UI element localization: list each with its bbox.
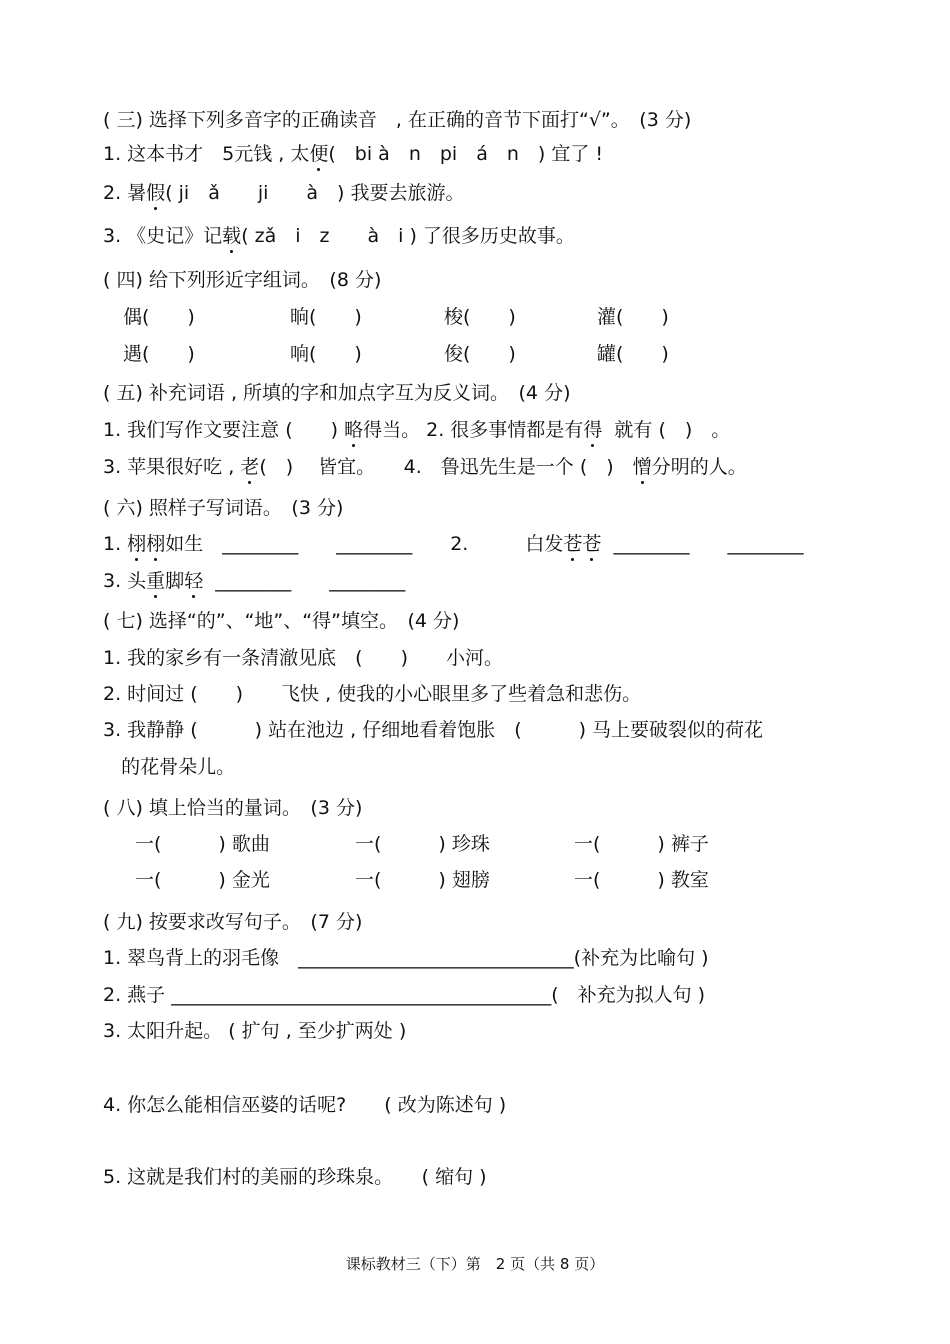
measure-item: 一( ) 歌曲 [135,833,270,855]
section-4-heading: ( 四) 给下列形近字组词。 (8 分) [103,269,382,291]
question-line: 1. 我们写作文要注意 ( ) 略得当。 2. 很多事情都是有得 就有 ( ) 。 [103,419,731,441]
section-3-heading: ( 三) 选择下列多音字的正确读音 , 在正确的音节下面打“√”。 (3 分) [103,109,692,131]
word-item: 俊( ) [444,343,516,365]
word-item: 偶( ) [123,306,195,328]
question-line: 1. 这本书才 5元钱 , 太便( bi à n pi á n ) 宜了 ! [103,143,604,165]
section-9-heading: ( 九) 按要求改写句子。 (7 分) [103,911,363,933]
measure-item: 一( ) 珍珠 [355,833,490,855]
question-line: 的花骨朵儿。 [103,756,236,778]
question-line: 1. 翠鸟背上的羽毛像 _____________________________(补充为比喻句 ) [103,947,709,969]
measure-item: 一( ) 教室 [574,869,709,891]
question-line: 1. 我的家乡有一条清澈见底 ( ) 小河。 [103,647,503,669]
word-item: 梭( ) [444,306,516,328]
section-7-heading: ( 七) 选择“的”、“地”、“得”填空。 (4 分) [103,610,460,632]
page-footer: 课标教材三（下）第 2 页（共 8 页） [345,1255,605,1273]
measure-item: 一( ) 金光 [135,869,270,891]
word-item: 晌( ) [290,306,362,328]
section-5-heading: ( 五) 补充词语 , 所填的字和加点字互为反义词。 (4 分) [103,382,571,404]
word-item: 灌( ) [597,306,669,328]
question-line: 2. 燕子 ________________________________________( 补充为拟人句 ) [103,984,706,1006]
question-line: 3. 头重脚轻 ________ ________ [103,570,406,592]
measure-item: 一( ) 翅膀 [355,869,490,891]
word-item: 遇( ) [123,343,195,365]
question-line: 4. 你怎么能相信巫婆的话呢? ( 改为陈述句 ) [103,1094,507,1116]
question-line: 2. 时间过 ( ) 飞快 , 使我的小心眼里多了些着急和悲伤。 [103,683,642,705]
question-line: 5. 这就是我们村的美丽的珍珠泉。 ( 缩句 ) [103,1166,487,1188]
question-line: 2. 暑假( ji ǎ ji à ) 我要去旅游。 [103,182,465,204]
word-item: 响( ) [290,343,362,365]
question-line: 3. 太阳升起。 ( 扩句 , 至少扩两处 ) [103,1020,407,1042]
question-line: 3. 我静静 ( ) 站在池边 , 仔细地看着饱胀 ( ) 马上要破裂似的荷花 [103,719,764,741]
question-line: 3. 《史记》记载( zǎ i z à i ) 了很多历史故事。 [103,225,575,247]
question-line: 1. 栩栩如生 ________ ________ 2. 白发苍苍 ________ ________ [103,533,804,555]
section-6-heading: ( 六) 照样子写词语。 (3 分) [103,497,344,519]
word-item: 罐( ) [597,343,669,365]
section-8-heading: ( 八) 填上恰当的量词。 (3 分) [103,797,363,819]
measure-item: 一( ) 裤子 [574,833,709,855]
question-line: 3. 苹果很好吃 , 老( ) 皆宜。 4. 鲁迅先生是一个 ( ) 憎分明的人。 [103,456,747,478]
